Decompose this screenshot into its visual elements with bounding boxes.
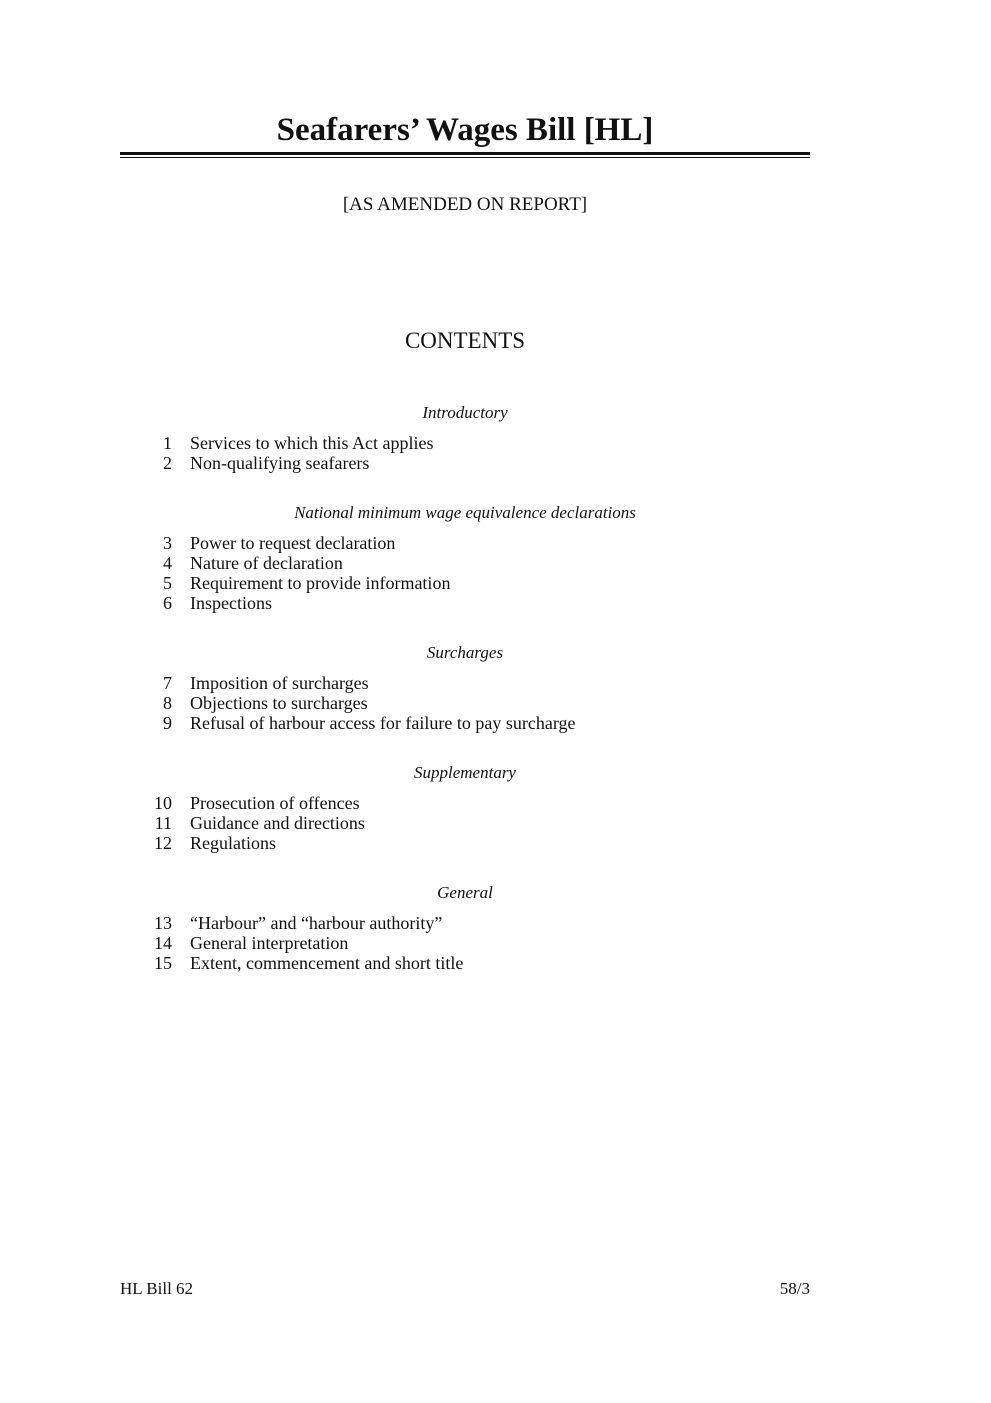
clause-title: Prosecution of offences — [190, 793, 360, 813]
clause-title: General interpretation — [190, 933, 349, 953]
clause-title: Guidance and directions — [190, 813, 365, 833]
toc-entry[interactable] — [120, 793, 810, 813]
clause-number: 3 — [163, 533, 172, 553]
toc-entry[interactable] — [120, 553, 810, 573]
toc-entry[interactable] — [120, 433, 810, 453]
clause-title: Requirement to provide information — [190, 573, 451, 593]
clause-title: Non-qualifying seafarers — [190, 453, 370, 473]
toc-entry[interactable] — [120, 933, 810, 953]
section-heading: Surcharges — [426, 643, 504, 662]
title-rule-thin — [120, 157, 810, 158]
toc-entry[interactable] — [120, 913, 810, 933]
clause-title: “Harbour” and “harbour authority” — [190, 913, 443, 933]
toc-entry[interactable] — [120, 713, 810, 733]
section-heading: National minimum wage equivalence declarations — [294, 503, 636, 522]
bill-title: Seafarers’ Wages Bill [HL] — [276, 112, 654, 148]
clause-number: 13 — [154, 913, 172, 933]
clause-number: 12 — [154, 833, 172, 853]
clause-title: Objections to surcharges — [190, 693, 368, 713]
clause-title: Nature of declaration — [190, 553, 343, 573]
toc-section — [120, 403, 810, 473]
clause-title: Services to which this Act applies — [190, 433, 434, 453]
clause-number: 7 — [163, 673, 172, 693]
toc-entry[interactable] — [120, 953, 810, 973]
contents-heading: CONTENTS — [404, 328, 526, 353]
page-reference: 58/3 — [779, 1279, 810, 1298]
table-of-contents — [120, 403, 810, 1003]
clause-number: 11 — [154, 813, 172, 833]
clause-number: 5 — [163, 573, 172, 593]
clause-title: Imposition of surcharges — [190, 673, 369, 693]
clause-number: 14 — [154, 933, 172, 953]
toc-entry[interactable] — [120, 673, 810, 693]
toc-entry[interactable] — [120, 573, 810, 593]
clause-number: 1 — [163, 433, 172, 453]
toc-section — [120, 643, 810, 733]
toc-entry[interactable] — [120, 593, 810, 613]
toc-entry[interactable] — [120, 833, 810, 853]
toc-section — [120, 763, 810, 853]
section-heading: General — [437, 883, 493, 902]
clause-title: Regulations — [190, 833, 276, 853]
clause-number: 15 — [154, 953, 172, 973]
title-rule-thick — [120, 152, 810, 155]
clause-number: 4 — [163, 553, 172, 573]
section-heading: Supplementary — [414, 763, 516, 782]
clause-number: 6 — [163, 593, 172, 613]
toc-entry[interactable] — [120, 693, 810, 713]
clause-title: Refusal of harbour access for failure to pay surcharge — [190, 713, 576, 733]
clause-title: Inspections — [190, 593, 272, 613]
clause-number: 10 — [154, 793, 172, 813]
section-heading: Introductory — [422, 403, 508, 422]
toc-entry[interactable] — [120, 453, 810, 473]
toc-section — [120, 883, 810, 973]
bill-number: HL Bill 62 — [120, 1279, 194, 1298]
clause-number: 8 — [163, 693, 172, 713]
amendment-status: [AS AMENDED ON REPORT] — [342, 194, 588, 215]
toc-entry[interactable] — [120, 813, 810, 833]
clause-number: 2 — [163, 453, 172, 473]
toc-section — [120, 503, 810, 613]
clause-number: 9 — [163, 713, 172, 733]
clause-title: Power to request declaration — [190, 533, 396, 553]
toc-entry[interactable] — [120, 533, 810, 553]
clause-title: Extent, commencement and short title — [190, 953, 464, 973]
